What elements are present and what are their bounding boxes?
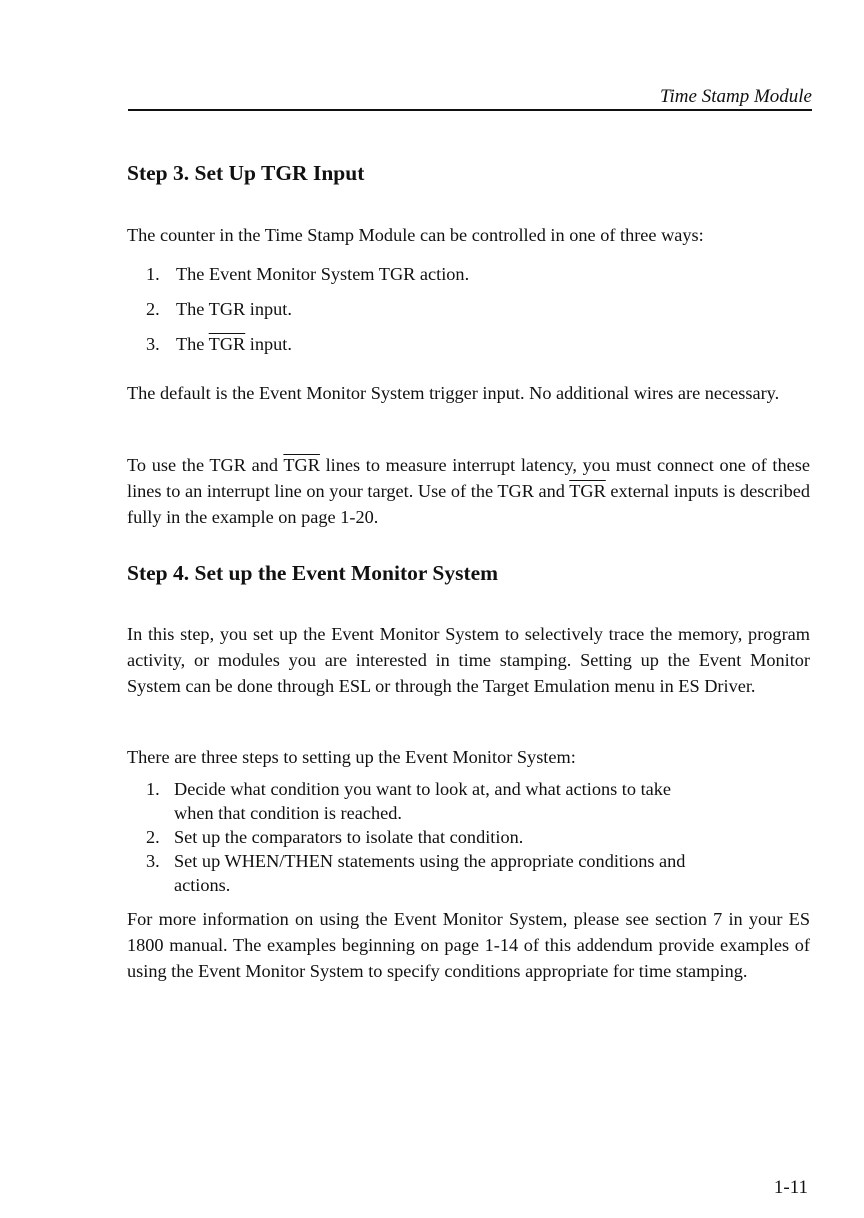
step4-heading: Step 4. Set up the Event Monitor System: [127, 561, 499, 585]
list-text: The $\overline{TGR}$ input.: [176, 334, 292, 354]
list-item: [146, 825, 706, 849]
overlined-signal: $\overline{TGR}$: [569, 481, 606, 501]
list-text: Decide what condition you want to look at, and what actions to take when that condition is reached.: [174, 779, 672, 823]
list-text: Set up the comparators to isolate that condition.: [174, 827, 524, 847]
overlined-signal: $\overline{TGR}$: [283, 455, 320, 475]
step3-default-paragraph: The default is the Event Monitor System trigger input. No additional wires are necessary.: [127, 383, 780, 403]
list-number: 2.: [146, 827, 160, 847]
list-number: 3.: [146, 334, 160, 354]
list-number: 1.: [146, 779, 160, 799]
step4-paragraph-3: For more information on using the Event Monitor System, please see section 7 in your ES 1800 manual. The examples beginning on page 1-14 of this addendum provide examples of using the Event Monitor System to specify conditions appropriate for time stamping.: [127, 909, 810, 981]
list-item: [146, 292, 469, 327]
step3-usage-paragraph: To use the TGR and $\overline{TGR}$ lines to measure interrupt latency, you must connect one of these lines to an interrupt line on your target. Use of the TGR and $\overline{TGR}$ external inputs is described fully in the example on page 1-20.: [127, 455, 810, 527]
overlined-signal: $\overline{TGR}$: [208, 334, 246, 354]
running-title: Time Stamp Module: [660, 86, 812, 107]
list-number: 3.: [146, 851, 160, 871]
list-number: 1.: [146, 264, 160, 284]
list-item: [146, 257, 469, 292]
step3-heading: Step 3. Set Up TGR Input: [127, 161, 365, 185]
step3-intro: The counter in the Time Stamp Module can be controlled in one of three ways:: [127, 225, 704, 245]
list-item: [146, 327, 469, 362]
running-header: [128, 86, 812, 111]
step4-list: [146, 777, 706, 897]
list-item: [146, 777, 706, 825]
list-text: The Event Monitor System TGR action.: [176, 264, 470, 284]
list-item: [146, 849, 706, 897]
page-number: 1-11: [773, 1177, 808, 1198]
list-number: 2.: [146, 299, 160, 319]
step3-list: [146, 257, 469, 362]
step4-paragraph-1: In this step, you set up the Event Monitor System to selectively trace the memory, program activity, or modules you are interested in time stamping. Setting up the Event Monitor System can be done through ESL or through the Target Emulation menu in ES Driver.: [127, 624, 810, 696]
list-text: Set up WHEN/THEN statements using the appropriate conditions and actions.: [174, 851, 686, 895]
list-text: The TGR input.: [176, 299, 292, 319]
step4-paragraph-2: There are three steps to setting up the Event Monitor System:: [127, 747, 576, 767]
